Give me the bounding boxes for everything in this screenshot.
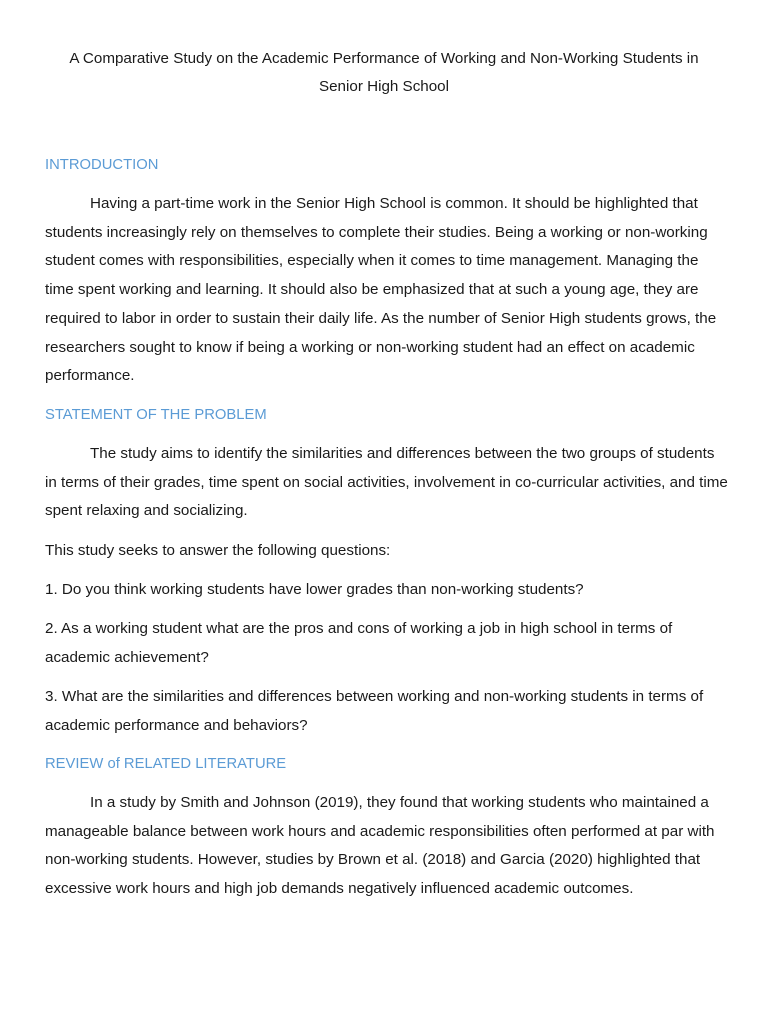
introduction-paragraph: Having a part-time work in the Senior High School is common. It should be highlighted that students increasingly rely on themselves to complete their studies. Being a working or non-working student comes with responsibilities, especially when it comes to time management. Managing the time spent working and learning. It should also be emphasized that at such a young age, they are required to labor in order to sustain their daily life. As the number of Senior High students grows, the researchers sought to know if being a working or non-working student had an effect on academic performance. (45, 195, 717, 385)
literature-paragraph: In a study by Smith and Johnson (2019), they found that working students who maintained a manageable balance between work hours and academic responsibilities often performed at par with non-working students. However, studies by Brown et al. (2018) and Garcia (2020) highlighted that excessive work hours and high job demands negatively influenced academic outcomes. (45, 794, 715, 898)
questions-lead: This study seeks to answer the following questions: (45, 542, 391, 559)
question-1: 1. Do you think working students have lower grades than non-working students? (45, 581, 584, 598)
title-line-1: A Comparative Study on the Academic Performance of Working and Non-Working Students in (69, 50, 699, 67)
problem-paragraph: The study aims to identify the similarities and differences between the two groups of students in terms of their grades, time spent on social activities, involvement in co-curricular activities, and time spent relaxing and socializing. (45, 445, 728, 520)
introduction-heading: INTRODUCTION (45, 157, 159, 173)
question-2: 2. As a working student what are the pros and cons of working a job in high school in terms of academic achievement? (45, 620, 673, 666)
document-title (40, 45, 728, 101)
title-line-2: Senior High School (318, 78, 449, 95)
literature-heading: REVIEW of RELATED LITERATURE (45, 756, 287, 772)
question-3: 3. What are the similarities and differences between working and non-working students in terms of academic performance and behaviors? (45, 688, 704, 734)
problem-heading: STATEMENT OF THE PROBLEM (45, 407, 267, 423)
